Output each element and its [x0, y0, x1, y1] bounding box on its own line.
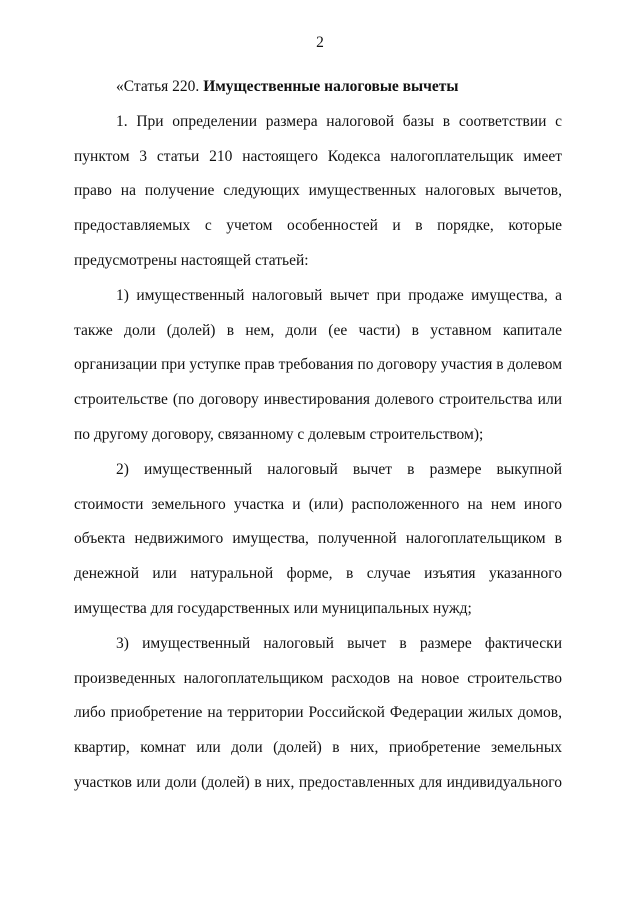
paragraph-1: 1. При определении размера налоговой базы в соответствии с пунктом 3 статьи 210 настоящего Кодекса налогоплательщик имеет право на получение следующих имущественных налоговых вычетов, предоставляемых с учетом особенностей и в порядке, которые предусмотрены настоящей статьей: — [74, 112, 562, 269]
paragraph-item-3: 3) имущественный налоговый вычет в размере фактически произведенных налогоплательщиком расходов на новое строительство либо приобретение на территории Российской Федерации жилых домов, квартир, комнат или доли (долей) в них, приобретение земельных участков или доли (долей) в них, предоставленных для индивидуального — [74, 634, 562, 791]
article-title: Имущественные налоговые вычеты — [203, 78, 459, 95]
article-heading — [74, 70, 562, 105]
paragraph-item-2: 2) имущественный налоговый вычет в размере выкупной стоимости земельного участка и (или) расположенного на нем иного объекта недвижимого имущества, полученной налогоплательщиком в денежной или натуральной форме, в случае изъятия указанного имущества для государственных или муниципальных нужд; — [74, 460, 562, 617]
article-prefix: «Статья 220. — [116, 78, 204, 95]
paragraph-item-1: 1) имущественный налоговый вычет при продаже имущества, а также доли (долей) в нем, доли (ее части) в уставном капитале организации при уступке прав требования по договору участия в долевом строительстве (по договору инвестирования долевого строительства или по другому договору, связанному с долевым строительством); — [74, 286, 562, 443]
page-number: 2 — [316, 34, 324, 51]
document-body — [74, 70, 562, 801]
